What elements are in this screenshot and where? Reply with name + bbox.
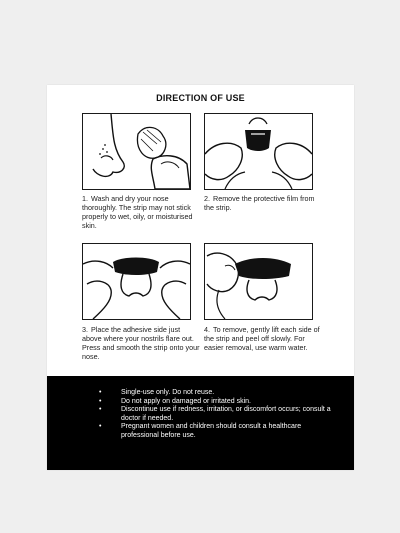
warning-item: • Pregnant women and children should consult a healthcare professional before use. (99, 423, 339, 440)
washing-nose-icon (83, 114, 190, 189)
instruction-card (47, 85, 354, 470)
step-2-text (204, 194, 322, 212)
step-number: 4. (204, 325, 210, 334)
warnings-panel (47, 376, 354, 470)
step-4-text (204, 325, 322, 352)
page-title: DIRECTION OF USE (156, 93, 245, 103)
step-2-illustration (204, 113, 313, 190)
warning-item: • Do not apply on damaged or irritated skin. (99, 398, 339, 407)
step-4-illustration (204, 243, 313, 320)
warnings-list (99, 389, 339, 441)
remove-strip-icon (205, 244, 312, 319)
step-1-illustration (82, 113, 191, 190)
step-description: Remove the protective film from the strip. (204, 194, 315, 212)
warning-item: • Single-use only. Do not reuse. (99, 389, 339, 398)
step-1-text (82, 194, 200, 230)
step-description: Place the adhesive side just above where your nostrils flare out. Press and smooth the strip onto your nose. (82, 325, 200, 361)
step-3-text (82, 325, 200, 361)
step-number: 2. (204, 194, 210, 203)
step-description: Wash and dry your nose thoroughly. The strip may not stick properly to wet, oily, or moisturised skin. (82, 194, 193, 230)
step-3-illustration (82, 243, 191, 320)
peel-film-icon (205, 114, 312, 189)
step-number: 1. (82, 194, 88, 203)
step-number: 3. (82, 325, 88, 334)
step-description: To remove, gently lift each side of the strip and peel off slowly. For easier removal, use warm water. (204, 325, 320, 352)
apply-strip-icon (83, 244, 190, 319)
warning-item: • Discontinue use if redness, irritation, or discomfort occurs; consult a doctor if needed. (99, 406, 339, 423)
